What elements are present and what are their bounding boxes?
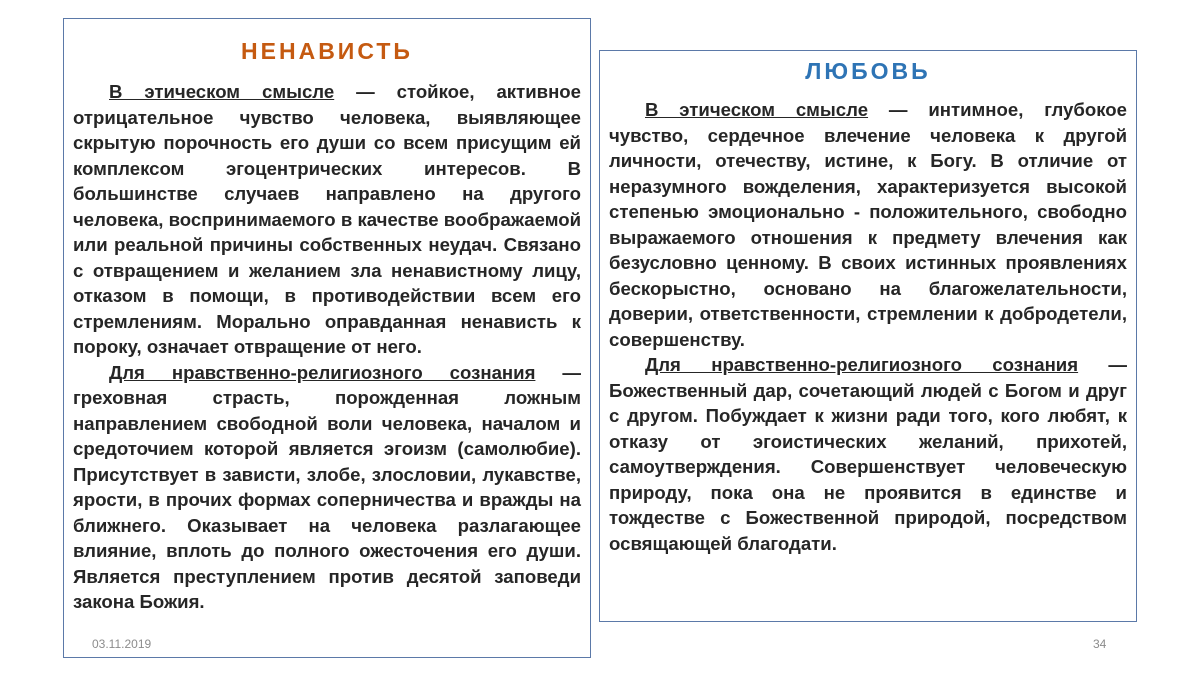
hate-panel [63,18,591,658]
love-religious-lead: Для нравственно-религиозного сознания [645,354,1079,375]
hate-religious-text: — греховная страсть, порожденная ложным направлением свободной воли человека, началом и средоточием которой является эгоизм (самолюбие). Присутствует в зависти, злобе, злословии, лукавстве, ярости, в прочих формах соперничества и вражды на ближнего. Оказывает на человека разлагающее влияние, вплоть до полного ожесточения его души. Является преступлением против десятой заповеди закона Божия. [73,361,581,612]
hate-ethical-paragraph [73,79,581,360]
slide-number: 34 [1093,637,1107,651]
hate-religious-paragraph [73,360,581,615]
hate-ethical-lead: В этическом смысле [109,81,335,102]
hate-religious-lead: Для нравственно-религиозного сознания [109,361,536,383]
love-panel [599,50,1137,622]
hate-ethical-text: — стойкое, активное отрицательное чувство человека, выявляющее скрытую порочность его души со всем присущим ей комплексом эгоцентрических интересов. В большинстве случаев направлено на другого человека, воспринимаемого в качестве воображаемой или реальной причины собственных неудач. Связано с отвращением и желанием зла ненавистному лицу, отказом в помощи, в противодействии всем его стремлениям. Морально оправданная ненависть к пороку, означает отвращение от него. [73,81,581,357]
hate-title: НЕНАВИСТЬ [241,38,413,64]
love-religious-text: — Божественный дар, сочетающий людей с Богом и друг с другом. Побуждает к жизни ради того, кого любят, к отказу от эгоистических желаний, прихотей, самоутверждения. Совершенствует человеческую природу, пока она не проявится в единстве и тождестве с Божественной природой, посредством освящающей благодати. [609,354,1127,554]
love-ethical-paragraph [609,97,1127,352]
love-title: ЛЮБОВЬ [805,58,931,84]
slide-date: 03.11.2019 [92,637,152,651]
love-religious-paragraph [609,352,1127,556]
love-ethical-lead: В этическом смысле [645,99,869,120]
love-ethical-text: — интимное, глубокое чувство, сердечное влечение человека к другой личности, отечеству, истине, к Богу. В отличие от неразумного вожделения, характеризуется высокой степенью эмоционально - положительного, свободно выражаемого отношения к предмету влечения как безусловно ценному. В своих истинных проявлениях бескорыстно, основано на благожелательности, доверии, ответственности, стремлении к добродетели, совершенству. [609,99,1127,350]
